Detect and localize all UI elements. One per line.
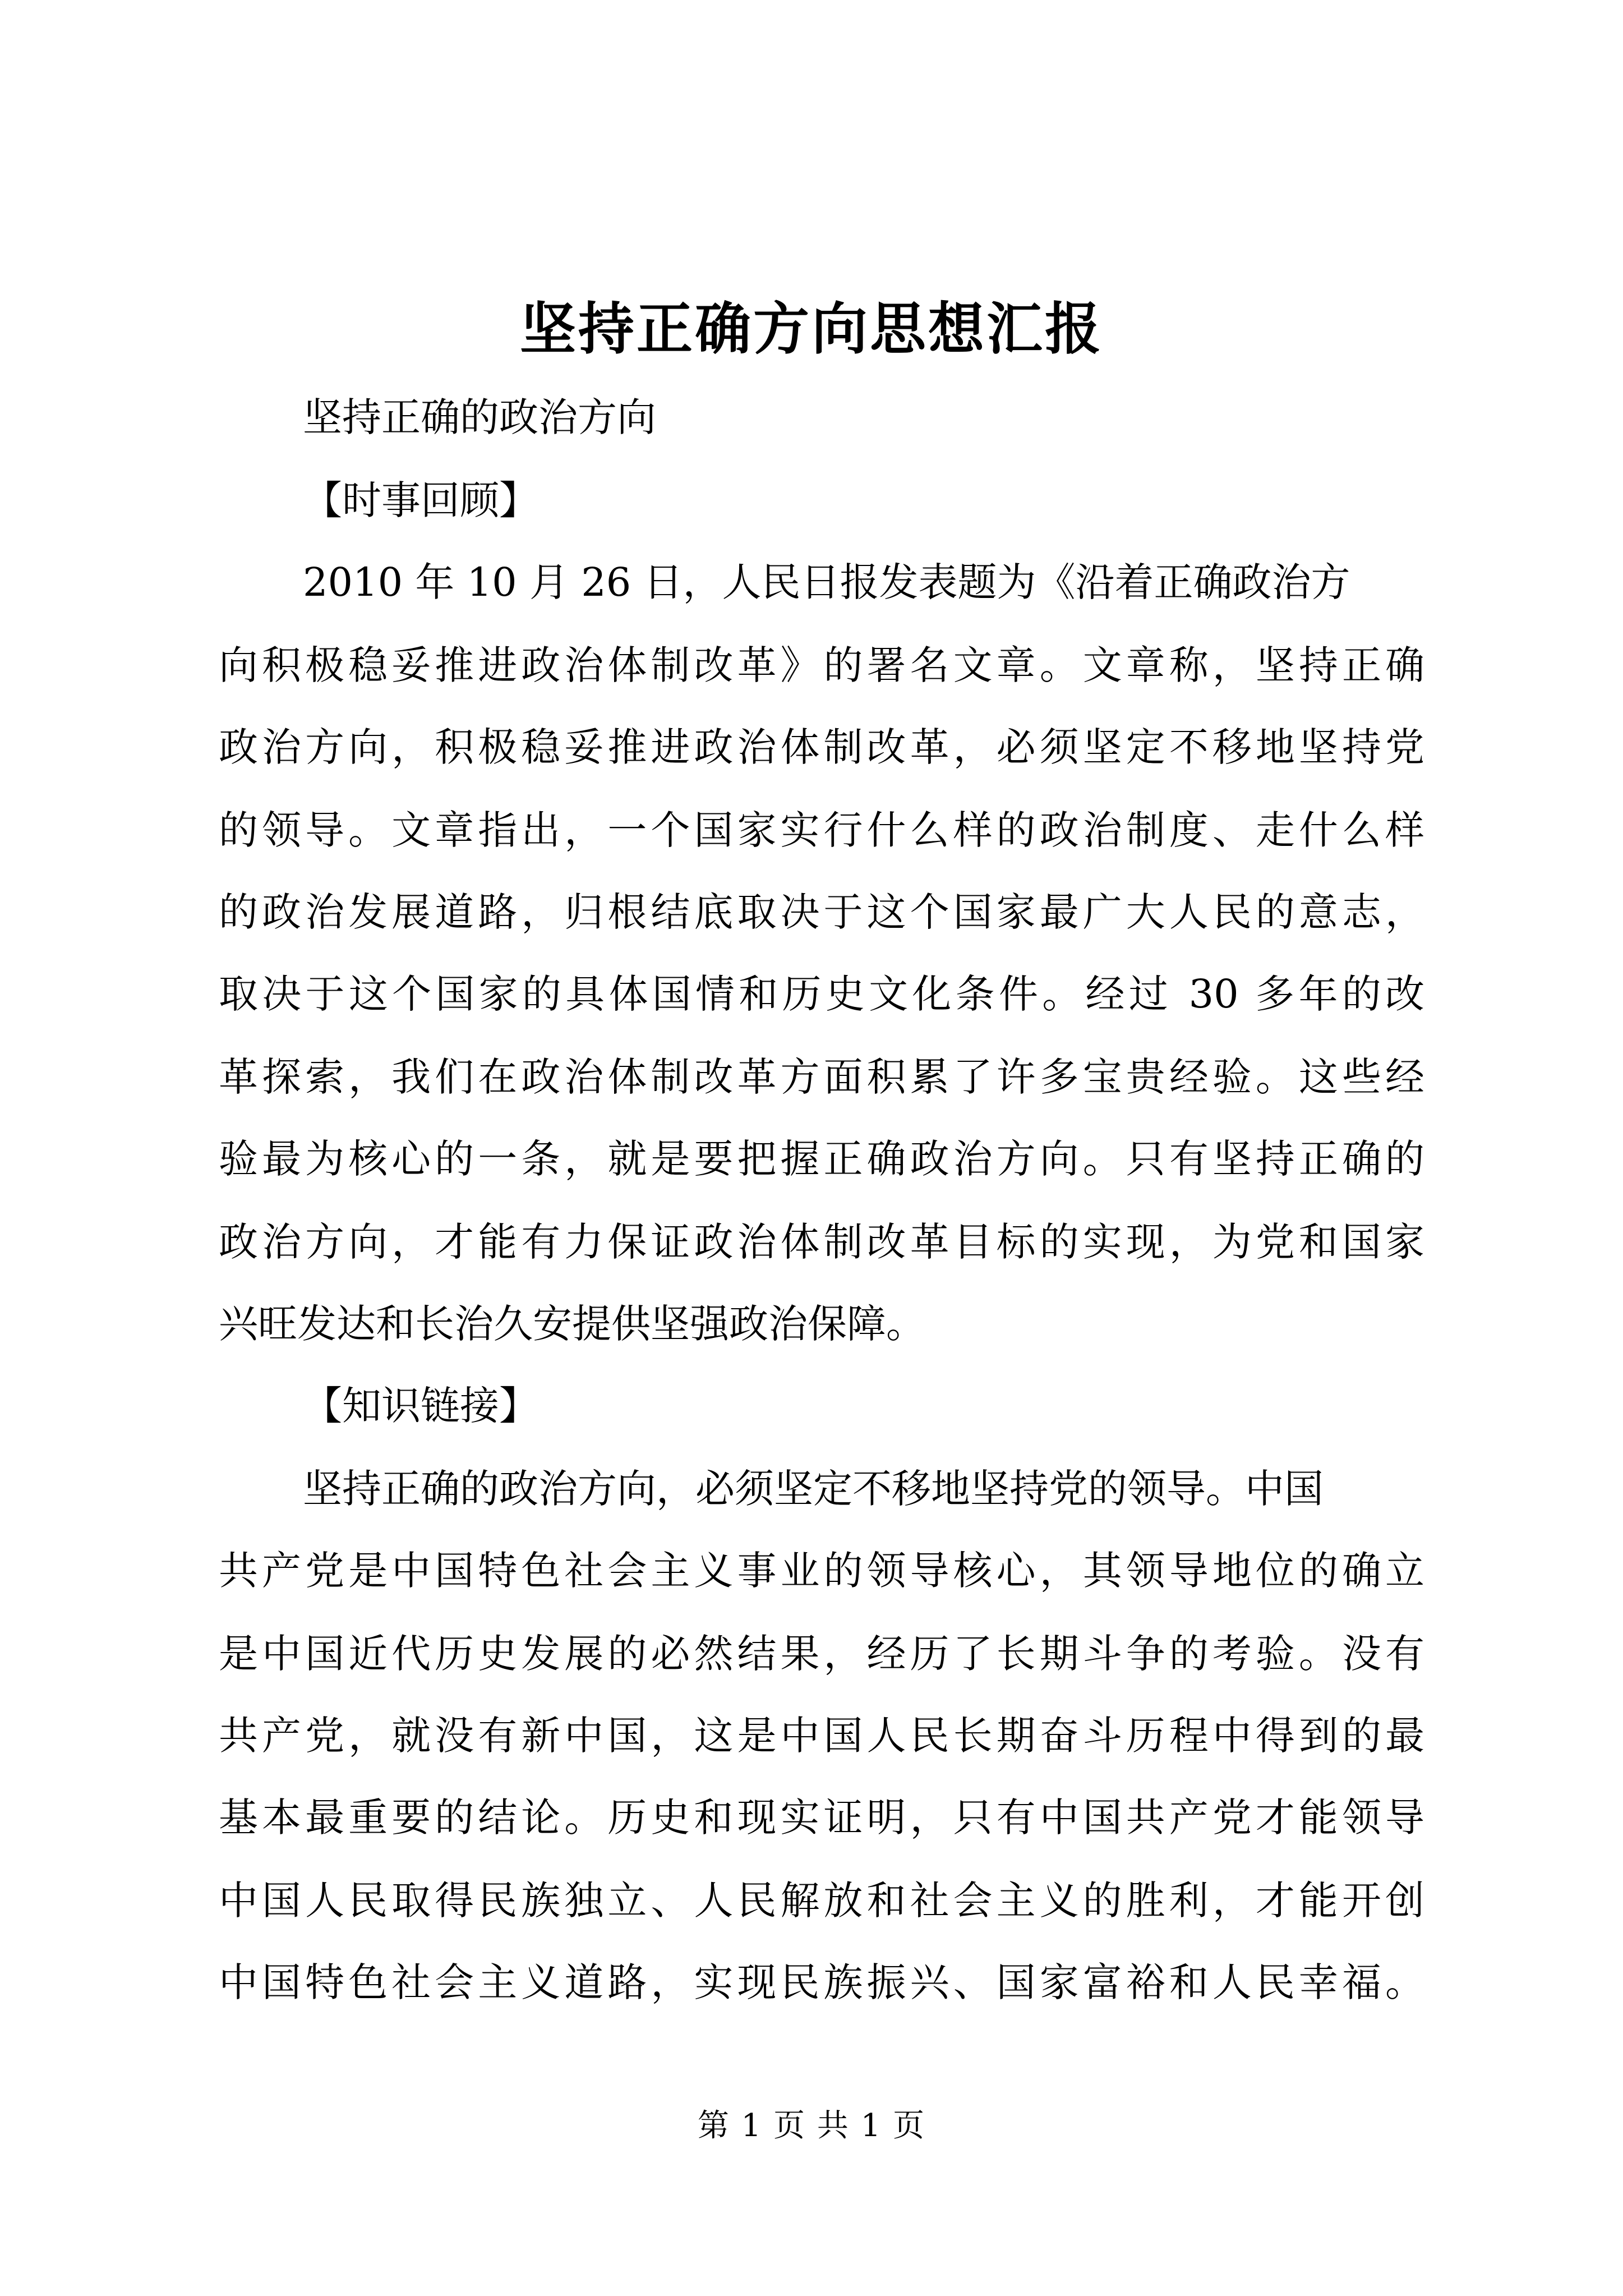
paragraph-line: 坚持正确的政治方向，必须坚定不移地坚持党的领导。中国	[303, 1466, 1324, 1512]
paragraph-line: 共产党是中国特色社会主义事业的领导核心，其领导地位的确立	[219, 1548, 1424, 1594]
paragraph-line: 基本最重要的结论。历史和现实证明，只有中国共产党才能领导	[219, 1795, 1424, 1841]
paragraph-line: 共产党，就没有新中国，这是中国人民长期奋斗历程中得到的最	[219, 1713, 1424, 1759]
section-heading-current-events: 【时事回顾】	[303, 477, 538, 523]
paragraph-line: 的领导。文章指出，一个国家实行什么样的政治制度、走什么样	[219, 807, 1424, 853]
paragraph-line: 取决于这个国家的具体国情和历史文化条件。经过 30 多年的改	[219, 971, 1424, 1017]
paragraph-line: 政治方向，才能有力保证政治体制改革目标的实现，为党和国家	[219, 1219, 1424, 1265]
document-title: 坚持正确方向思想汇报	[520, 296, 1103, 362]
paragraph-line: 中国特色社会主义道路，实现民族振兴、国家富裕和人民幸福。	[219, 1959, 1424, 2005]
paragraph-line: 兴旺发达和长治久安提供坚强政治保障。	[219, 1301, 925, 1347]
paragraph-line: 中国人民取得民族独立、人民解放和社会主义的胜利，才能开创	[219, 1878, 1424, 1924]
paragraph-line: 2010 年 10 月 26 日，人民日报发表题为《沿着正确政治方	[303, 559, 1350, 605]
paragraph-line: 革探索，我们在政治体制改革方面积累了许多宝贵经验。这些经	[219, 1054, 1424, 1100]
page-number-footer: 第 1 页 共 1 页	[697, 2108, 926, 2144]
paragraph-line: 验最为核心的一条，就是要把握正确政治方向。只有坚持正确的	[219, 1136, 1424, 1182]
paragraph-line: 政治方向，积极稳妥推进政治体制改革，必须坚定不移地坚持党	[219, 724, 1424, 770]
paragraph-line: 的政治发展道路，归根结底取决于这个国家最广大人民的意志，	[219, 889, 1424, 935]
paragraph-line: 向积极稳妥推进政治体制改革》的署名文章。文章称，坚持正确	[219, 642, 1424, 688]
section-heading-knowledge-link: 【知识链接】	[303, 1383, 538, 1429]
paragraph-line: 是中国近代历史发展的必然结果，经历了长期斗争的考验。没有	[219, 1631, 1424, 1677]
document-subtitle: 坚持正确的政治方向	[303, 394, 656, 440]
